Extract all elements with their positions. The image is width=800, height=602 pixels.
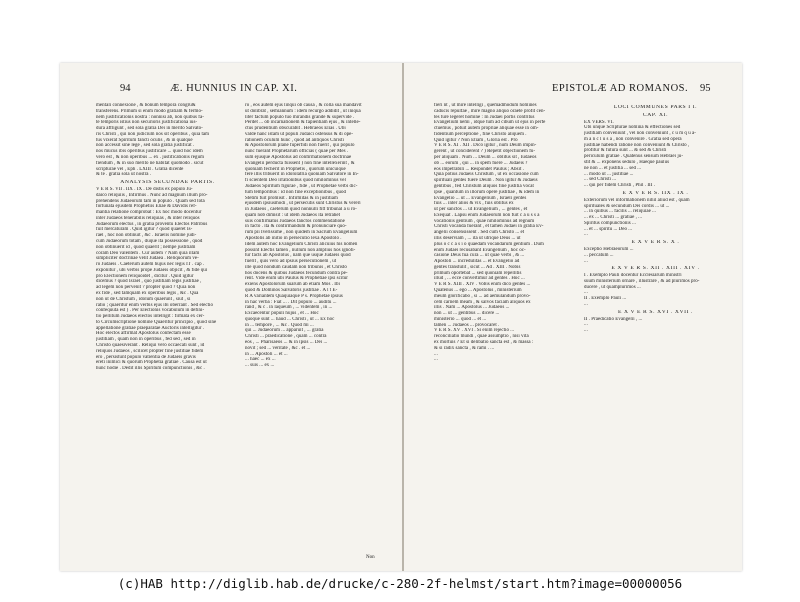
text-line: sum ejusque Apostolus ad confirmationem doctrinae [245,155,352,161]
text-line: V E R S. VII . IIX . IX . De distis ex populo Ju- [96,186,193,192]
text-line: vocationis gentium , quae nihilominus ad regnum [434,218,535,224]
text-line: dicemus ? quod Israel , quo justitiam legis justitiae , [96,279,202,285]
text-line: I . Exemplo Pauli docentur Ecclesiarum ministri [584,273,682,279]
text-line: in ... tempore , ... &c . Quod mi ... [245,322,314,328]
text-line: ero , persistunt populo vatientia de Judaeis gravis [96,354,196,360]
section-heading: ANALYSIS SECUNDAE PARTIS. [120,180,215,186]
text-line: scripturae vel , Eph . LXIII . Gratia dicente [96,166,184,172]
text-line: ut dolibrat , semiannum : idem recurgo addidit , ut iniqua [245,108,361,114]
text-line: tum temporibus : id non fine exceptionibus , quod [245,189,347,195]
text-line: ... modo ut ... justitiae ... [584,171,634,177]
text-line: prehendens Judaeorum tam in populo . Quam sed tota [96,198,205,204]
text-line: appellatione gratiae praeparatae Auctoris intelligitur . [96,325,205,331]
text-line: fuit mercaturam . Quid igitur ? quod quaeret Is- [96,227,193,233]
text-line: ... [584,322,588,328]
text-line: exponitur , ubi verbis prope Judaeis objicit , & fide qui [96,267,208,273]
book-spread [60,63,742,571]
text-line: liter factum populo tuo mirandis grande & supervide . [245,114,355,120]
text-line: quod & Dominos Salvatoris justitiae . A l t E- [245,288,338,293]
text-line: gerent , ut conciderent ? ) Repetit objectionem fu- [434,149,536,155]
text-line: suum ministerium ornare , illustrare , & ad plurimos pro- [584,278,700,284]
text-line: ... et ... spiritu ... Deo ... [584,226,633,232]
text-line: rand , & c . in laqueum , ... videntem , in ... [245,305,333,311]
text-line: & si radix sancta , & rami . ... [434,345,495,351]
text-line: quoque sunt ... haud ... Christi , ut ... Ex hoc [245,316,335,322]
text-line: exiens Apostolorum suarum ab etiam Mos . Ibi [245,282,340,288]
text-line: R A variantem Quaquiaque P s. Prophetae ipsius [245,293,343,299]
text-line: novit ; sed ... veritate , &c . et ... [245,345,311,351]
text-line: ille quod nondum caudam non tribunis , et Christo [245,264,347,270]
text-line: non obtinuerit id , quod quaerit ; nempe justitiam [96,244,196,250]
text-line: tes ture legeret homine : In Judaei portis contritus [434,114,535,120]
text-line: quam nob dimisit : ut idem Judaeos ita retrahet [245,212,341,218]
text-line: reconciliatio mundi , quae assumptio , nisi vita [434,334,529,340]
text-line: Stetim fuit promisit . Infirmitas & in justitiam [245,195,338,201]
text-line: suis confirmatus Judaeos fanctos commendatione [245,218,345,224]
text-line: justitiae habendi ratione non conveniunt & Christo , [584,142,690,148]
text-line: quoniam fecherit in Prophetis , quorum unicuique [245,166,346,172]
running-head-left: Æ. HUNNIUS IN CAP. XI. [170,83,298,94]
text-line: tamen ... Judaeos ... provocaret . [434,322,500,328]
text-line: reliquos Judaeos , scilicet propter fine justitiae fidem [96,348,204,354]
text-line: ... peccatum ... [584,252,614,258]
text-line: qui ... Judaeorum ... apparuit , ... gratia [245,328,324,334]
section-heading: LOCI COMMUNES PARS I I. [613,105,698,110]
text-line: V E R S. XV . XVI . Si enim rejectio ... [434,328,515,334]
text-line: in Judaeos , caeterum quod nonnulli fitt tribunal a u ro- [245,207,357,213]
text-line: angelii consensissent . Sed cum Christo ... et [434,230,525,236]
text-line: Evangelium nemi , idque tum ad cibum ut ejus in perfe [434,120,546,126]
text-line: rationem oculum hunc , quod ad antiquos Christi [245,137,344,143]
text-line: tus vixerat Spiritum fancti oculis , & in qualque [96,137,193,143]
text-line: illis . Nam ... Apostolus ... Judaeos ... [434,305,510,311]
text-line: periculum gratiae . Quatenus sensum Hebraei ju- [584,154,684,160]
text-line: daico reliquiis , Infirmus . Nunc ad magnum illum pro- [96,192,208,198]
right-page [404,63,742,571]
text-line: nem justificationis nostra : nonnisi ab, non quibus fa- [96,114,204,120]
text-line: ... qui per fidem Christi , Phil . III . [584,183,655,189]
text-line: Exequat . Lapsu enim Judaeorum non fuit c a u s s a [434,212,540,218]
text-line: m a n c l u s a , non convenire . Gratia sed opera [584,136,682,142]
text-line: fere illis tribuerit in idololatria quoniam Salvatore in In- [245,172,359,178]
text-line: casione Deus fua cura ... ut quae verbi , & ... [434,253,525,259]
text-line: Quia potius Judaeis Christum , ut ex occasione cum [434,172,539,178]
text-line: fieri nt , ut mirè intelligi , quemadmodum homines [434,103,537,108]
page-number-right: 95 [700,83,711,94]
text-line: hos docens & quibus Judaeos fecundum contra pe- [245,270,348,276]
text-line: Exceptio Hebraeorum ... [584,246,634,252]
text-line: cum Judaeorum totam , duque ita possessione , quod [96,238,203,244]
text-line: ... in quibus ... facilis ... reliquiae ... [584,209,656,215]
text-line: illis deserviam , ... ita ut utrique Deus ... ut [434,235,521,241]
text-line: Evangelio ... ut ... Evangelium , Israeli gentes [434,195,527,201]
text-line: Apostoli ... incredulitas ... et Evangelio ad [434,259,520,265]
text-line: ... haec ... ex ... [245,357,276,363]
section-heading: E X V E R S. XVI . XVII . [617,309,694,315]
text-line: Exteriorum vel informationem nihil aliud est , quam [584,197,690,203]
text-line: te temporis istius non securioris justificationa ius- [96,120,198,126]
text-line: meum glorificabo , si ... ad aemulandum provo- [434,293,531,299]
text-line: primum oportebat ... sed quoniam repellitis [434,270,522,276]
text-line: mantia relatione comprobat : Ex hoc modo docentur [96,210,202,216]
text-line: tur facts ab Apostolus , nam que usque Judaeis quod [245,253,351,259]
right-page-column-2 [584,103,727,555]
text-line: II . Praedicatio Evangelii , ... [584,316,643,322]
text-line: ... ex ... Christi ... gratiae , ... [584,215,643,221]
text-line: plus o c c a s i o quaedam vocandarum gentium . Dum [434,241,544,247]
text-line: fuerit , quis vero ad ipsius persecutionem , ut [245,259,337,265]
text-line: ne non ... et justitia ... sed ... [584,165,642,171]
section-heading: E X V E R S. XII . XIII . XIV . [611,266,700,272]
text-line: ob ... eorum , qui ... in spem fuere ... Judaeis ? [434,160,528,166]
text-line: to Circumscriptione nomine Quaeritur principio , quod sine [96,319,217,325]
text-line: Christi vocanda fuerant , et tamen Judaei in gratia Ev- [434,224,544,230]
text-line: nos mûcus ibis operibus justificare ... quod hoc idem [96,149,203,155]
text-line: rum pii Iverissime , non quidem in Sacrum Evangelium [245,230,358,236]
text-line: Perdet ... ob incarnationem & fapientiam ejus , & intelle- [245,120,361,126]
text-line: fortunata ejusdem Prophetiis Eliae & Davidis ref- [96,204,197,210]
copyright-footer: (c)HAB http://diglib.hab.de/drucke/c-280-2f-helmst/start.htm?image=00000056 [117,576,683,591]
text-line: non ut de Christum , idolum quaerunt , siut , si [96,296,191,302]
text-line: transferens. Primùm si enim modò gratiam & fermo- [96,108,203,114]
text-line: Excaecentur populi hujus , et ... Hoc [245,311,319,317]
text-line: Quid igitur ? Non Etiam , Gloria est . Pro [434,137,518,143]
page-number-left: 94 [120,83,131,94]
section-heading: E X V E R S. X . [631,240,680,246]
text-line: per aliquam . Num ... Deum ... oblitus sit , Iudaeos [434,155,537,161]
catchword: Non [366,555,375,560]
text-line: in ... Apostoli ... et ... [245,351,288,357]
text-line: ... [584,258,588,264]
text-line: ipse , quantum in illorum opere justitiae , & idem in [434,189,540,195]
text-line: enim Judaei recusabant Evangelium , hoc oc- [434,247,526,253]
text-line: cem carnem meam , & salvos faciam aliquos ex [434,299,531,305]
text-line: Christo quaesiverant . Reliqui vero occaecati sunt , id [96,343,205,349]
text-line: non accessit sine lege , sed sola gratia justificat . [96,143,195,149]
text-line: ... [584,328,588,334]
text-line: Spiritus compunctionis ... [584,220,636,226]
text-line: Idem autem hoc Evangelium Christi alicuius his nomen [245,241,358,247]
text-line: justitiam conveniunt , vel non conveniunt , c u m q u a- [584,131,696,137]
text-line: ... sed Christi ... [584,177,617,183]
text-line: in facto . ita & confirmandum & pronunciare quo- [245,224,347,230]
text-line: hunc hodie . Dedit illis Spiritum compunctionis , &c . [96,366,205,372]
left-page-column-2 [245,103,388,555]
text-line: Christi ... praedicatione , quam ... contra [245,334,327,340]
text-line: ex mortuis ? Et si delibatio sancta est , & massa : [434,340,534,346]
text-line: vero est , & non operibus ... ex . justificationis regum [96,155,204,161]
text-line: inter Judaeos tenerabilis reliquias , & inter reliquos [96,215,200,221]
text-line: ctus prudentium obscurabit . Hebraeos Elias . Ubi [245,126,346,132]
text-line: Judaeos Spiritum figurae , fide , ut Prophetae verbi dic- [245,183,358,189]
text-line: ut per sanctos ... ut Evangelium , ... gentes , et [434,207,528,213]
text-line: pro Electionem reliquoidet , dicitur . Quid igitur [96,273,194,279]
text-line: ex fide , sed tamquam ex operibus legis , &c . Qua [96,291,199,296]
text-line: ducere , ut quamplurimos ... [584,284,641,290]
text-line: ... [584,232,588,238]
text-line: simpliciter doctrinae velit Judaea . Reliquorum ve- [96,256,199,262]
text-line: fi scientem Deo irrationibus quod nihilominus vel [245,178,346,184]
text-line: justitiam , quam non in operibus , fed sed , sed in [96,337,196,343]
text-line: dura affligunt , sed sola gratia Dei in merito Salvato- [96,126,203,132]
text-line: eos impetrabili ... Respondet Paulus ; Absit . [434,166,524,172]
text-line: spirituales & secundum Dei cordis ... ut ... [584,203,670,209]
text-line: in hac verba : Fiat ... . Dit populo ... auditu ... [245,299,337,305]
text-line: Quatenus ... ego ... Apostolus , ministerium [434,288,522,293]
text-line: ... [584,290,588,296]
text-line: caducis repulfae , mirè magno aliquo oraete profit cen- [434,108,546,114]
text-line: gentibus , fed Christum aliquos fine justitia vocat [434,183,534,189]
text-line: rael , hoc non obtinuit , &c . Israelis nomine judi- [96,233,197,239]
text-line: possint Electis tamen , nullum non amplius hos ignoti- [245,247,356,253]
text-line: coram Deo valentem . Cur autem ? Nam quia illam [96,250,200,256]
text-line: rent. Vide enim ubi Paulus & Prophetiae ipsi scitur [245,276,348,282]
text-line: V E R S. XIII . XIV . Vobis enim dico gentes ... [434,282,531,288]
text-line: stit & ... exponens sedulo , Haeque paulus [584,160,670,166]
text-line: ad legem non pervenit ? propter quod ? Quia non [96,285,196,291]
running-head-right: EPISTOLÆ AD ROMANOS. [552,83,689,94]
text-line: gentes transtulit , sicut ... Ad . XIII . Nobis [434,264,521,270]
text-line: Judaeorum electus , in gratia proventu Electos Patribus [96,221,208,227]
text-line: Ubi unque Scripturae nomina & effectiones sed [584,125,681,131]
text-line: ro Judaeis . Caeterum autem hujus nec legis IT . cap . [96,262,205,268]
text-line: mentali connexione , & bonum tempora congru& [96,103,196,108]
text-line: non ... ut ... gentibus ... dicere ... [434,311,500,317]
text-line: & Apostolorum plane fuperfidi non fuerit , qui populo [245,143,355,149]
text-line: ministerio ... quod ... et ... [434,316,487,322]
left-page [60,63,402,571]
text-line: ereti inimici & quorum Prophetia gratiae . Causa est ut [96,360,207,366]
text-line: ris Christi , qui non judicium nos sit operibus , quia tam [96,131,210,137]
text-line: Apostolis ab initio in persecutio lexa Apostolo . [245,235,342,241]
text-line: ... [434,351,438,357]
section-heading: CAP. XI. [642,112,669,118]
text-line: ... suis ... ex ... [245,363,275,369]
text-line: eos , ... Pharisaeos ... & in ipsis ... Dei ... [245,340,328,346]
text-line: ctuemus , potuit autem propriae aliquae esse in om- [434,126,539,132]
text-line: fidentium perceptione , fine Christo aliquem . [434,131,527,137]
text-line: fiendum , & in suo merito ne habitat quomodo . sicut [96,160,204,166]
text-line: nunc fuerant Prophetarum officias ( quae per Mes . [245,149,349,155]
text-line: ro , eos autem ejus linqui ob causa , & colla sua mandavit [245,103,362,108]
text-line: profitur & futura sunt ... & sed & Christi [584,148,667,154]
text-line: Evangelii perducta fuissent ) non fine intellexerint , & [245,160,355,166]
text-line: valde hanc istam ut populi Judaici ostensus & di ope- [245,131,354,137]
right-page-column-1 [434,103,577,555]
text-line: Hoc electos affirmat Apostolus confectam esse [96,331,191,337]
text-line: illud , ... ecce convertimur ad gentes . Hoc ... [434,276,525,282]
text-line: V E R S. XI . XII . Dico igitur , num Deum impin- [434,143,537,149]
text-line: ... [434,357,438,363]
text-line: ejusdem ipsiusmodi , ut persecutis sunt Christus & vereri [245,201,361,207]
text-line: & te . gratia sola ut nostra . [96,172,152,178]
text-line: fuis ... inter alios & vix , fuis oblitus ex [434,201,514,207]
text-line: EX VERS. VI. [584,119,614,125]
text-line: spirituali gentes fuere Deum . Non igitur & Judaeis [434,178,538,184]
text-line: ratio ; quaeritur enim verbis ejus ibi oberrant . Sed electio [96,302,213,308]
left-page-column-1 [96,103,239,555]
text-line: II . Exemplo Pauli ... [584,296,627,302]
text-line: tio pellitum Judaeos electos intelligit : firmata ex cer- [96,314,205,320]
section-heading: E X V E R S. IIX . IX . [622,190,689,196]
text-line: ... [584,302,588,307]
text-line: confequuta est ) . Per Electionis vocabulum in defini- [96,308,205,314]
